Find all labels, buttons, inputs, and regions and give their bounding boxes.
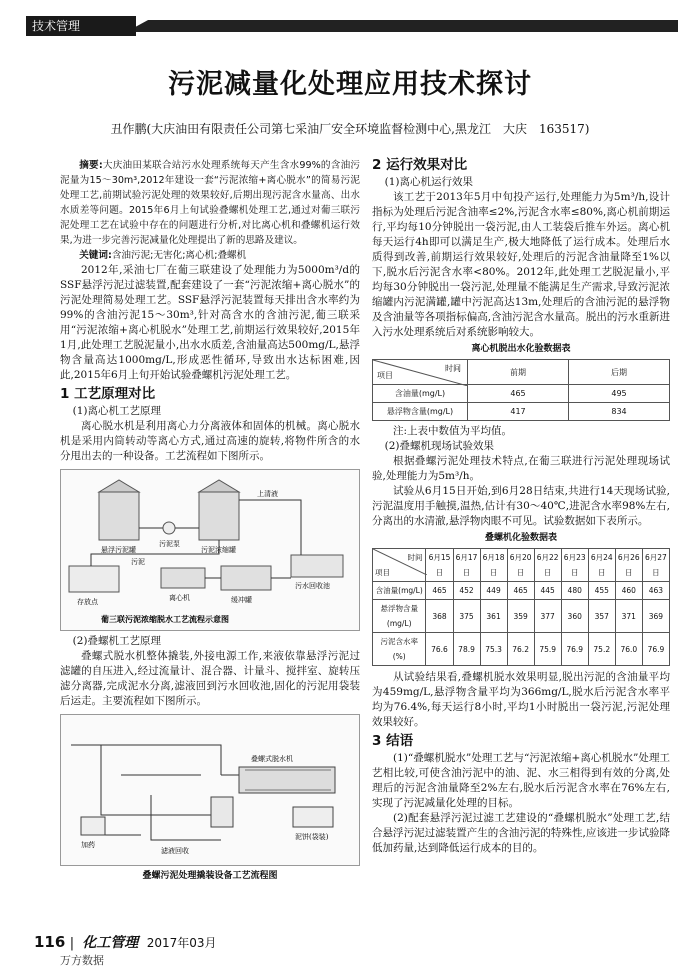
fig1-caption: 葡三联污泥浓缩脱水工艺流程示意图 [101,614,229,624]
subsection-1-2: (2)叠螺机工艺原理 [72,635,161,647]
fig1-label-storage: 存放点 [77,598,98,606]
table-cell: 375 [453,600,480,633]
table-cell: 377 [534,600,561,633]
table2-head-item: 项目 [375,568,390,577]
table-cell: 76.2 [507,633,534,666]
fig1-label-tank1: 悬浮污泥罐 [101,546,136,554]
table2-date: 6月20日 [507,549,534,582]
table-cell: 460 [615,582,642,600]
table1-diag-header [373,360,468,385]
article-title: 污泥减量化处理应用技术探讨 [168,69,532,100]
table2-title: 叠螺机化验数据表 [484,533,557,543]
author-line: 丑作鹏(大庆油田有限责任公司第七采油厂安全环境监督检测中心,黑龙江 大庆 163517) [110,122,590,136]
table-row [373,582,670,600]
section-2-heading: 2 运行效果对比 [372,157,468,173]
intro-paragraph: 2012年,采油七厂在葡三联建设了处理能力为5000m³/d的SSF悬浮污泥过滤装置,配套建设了一套“污泥浓缩+离心脱水”的污泥处理简易处理工艺。SSF悬浮污泥装置每天排出含水率约为99%的含油污泥15～30m³,针对高含水的含油污泥,葡三联采用“污泥浓缩+离心机脱水”处理工艺,前期运行效果较好,2015年1月,此处理工艺脱泥量小,出水水质差,含油量高达500mg/L,悬浮物含量高达1000mg/L,形成恶性循环,导致出水达标困难,因此,2015年6月上旬开始试验叠螺机污泥处理工艺。 [60,264,360,381]
table1-r1-name: 悬浮物含量(mg/L) [373,403,468,421]
fig1-label-pump: 污泥泵 [159,540,180,548]
table-row [373,600,670,633]
centrifuge-flow-diagram [61,470,359,630]
buffer-tank [221,566,271,590]
mixing-tank [211,797,233,827]
subsection-2-1: (1)离心机运行效果 [384,176,473,188]
table2-date: 6月18日 [480,549,507,582]
section-banner [26,16,678,36]
fig2-caption: 叠螺污泥处理撬装设备工艺流程图 [142,871,278,881]
screw-press [239,767,335,793]
section-3-heading: 3 结语 [372,733,414,749]
tank-thickener [199,480,239,540]
cake-bag [293,807,333,827]
table-cell: 75.3 [480,633,507,666]
table-row [373,385,670,403]
table-cell: 75.9 [534,633,561,666]
table-cell: 445 [534,582,561,600]
screw-test-intro: 根据叠螺污泥处理技术特点,在葡三联进行污泥处理现场试验,处理能力为5m³/h。 [372,455,670,482]
table-cell: 359 [507,600,534,633]
table2-date: 6月27日 [642,549,669,582]
table1-r0-v2: 495 [569,385,670,403]
fig1-label-dirty: 污泥 [131,558,145,566]
table2-date: 6月23日 [561,549,588,582]
abstract [60,158,360,248]
table2-date: 6月15日 [426,549,453,582]
conclusion-1: (1)“叠螺机脱水”处理工艺与“污泥浓缩+离心机脱水”处理工艺相比较,可使含油污泥中的油、泥、水三相得到有效的分离,处理后的污泥含油量降至2%左右,脱水后污泥含水率在76%左右,实现了污泥减量化处理的目标。 [372,752,670,809]
issue-date: 2017年03月 [146,936,217,950]
fig1-label-tank2: 污泥浓缩罐 [201,546,236,554]
table-cell: 455 [588,582,615,600]
subsection-1-1: (1)离心机工艺原理 [72,405,161,417]
footer-sep: | [69,936,79,951]
abstract-text: 大庆油田某联合站污水处理系统每天产生含水99%的含油污泥量为15～30m³,2012年建设一套“污泥浓缩+离心脱水”的简易污泥处理工艺,前期试验污泥处理的效果较好,后期出现污泥含水量高、出水水质差等问题。2015年6月上旬试验叠螺机处理工艺,通过对葡三联污泥处理工艺在试验中存在的问题进行分析,对比离心机和叠螺机运行效果,为进一步完善污泥减量化处理提出了新的思路及建议。 [60,160,360,246]
table-row [373,403,670,421]
table1-title: 离心机脱出水化验数据表 [471,344,571,354]
table1-r0-name: 含油量(mg/L) [373,385,468,403]
table1-col1: 前期 [468,360,569,385]
table2-date: 6月24日 [588,549,615,582]
fig2-label-chem: 加药 [81,841,95,849]
table-cell: 76.0 [615,633,642,666]
pump-icon [163,522,175,534]
table1-r1-v2: 834 [569,403,670,421]
fig2-label-return: 滤液回收 [161,847,189,855]
watermark: 万方数据 [60,954,104,967]
fig1-label-clear: 上清液 [257,490,278,498]
tank-suspended [99,480,139,540]
collection-pit [291,555,343,577]
table-cell: 357 [588,600,615,633]
centrifuge-unit [161,568,205,588]
table1-note: 注:上表中数值为平均值。 [393,425,513,437]
centrifuge-principle: 离心脱水机是利用离心力分离液体和固体的机械。离心脱水机是采用内筒转动等离心方式,通过高速的旋转,将物件所含的水分甩出去的一种设备。工艺流程如下图所示。 [60,420,360,462]
table-cell: 368 [426,600,453,633]
table1-r1-v1: 417 [468,403,569,421]
table-cell: 452 [453,582,480,600]
table-cell: 78.9 [453,633,480,666]
keywords-text: 含油污泥;无害化;离心机;叠螺机 [111,250,247,261]
table-cell: 361 [480,600,507,633]
keywords [60,248,360,263]
table-cell: 465 [507,582,534,600]
right-column [372,158,670,856]
centrifuge-results: 该工艺于2013年5月中旬投产运行,处理能力为5m³/h,设计指标为处理后污泥含油率≤2%,污泥含水率≤80%,离心机前期运行,平均每10分钟脱出一袋污泥,由人工装袋后推车外运。离心机每天运行4h即可以满足生产,极大地降低了运行成本。处理后水质得到改善,前期运行效果较好,处理后的污泥含油量降至1%以下,脱水后污泥含水率<80%。2012年,此处理工艺脱泥量小,平均每30分钟脱出一袋污泥,处理量不能满足生产需求,导致污泥浓缩罐内污泥满罐,罐中污泥高达13m,处理后的含油污泥的悬浮物及含油量等各项指标偏高,含油污泥含水量高。脱出的污水重新进入污水处理系统后对系统影响较大。 [372,191,670,338]
page-number: 116 [34,933,66,951]
figure-screw-flow [60,714,360,866]
chem-tank [81,817,105,835]
table1-col2: 后期 [569,360,670,385]
table1-head-item: 项目 [377,371,393,380]
section-tag: 技术管理 [26,16,136,36]
table-cell: 463 [642,582,669,600]
abstract-label: 摘要: [79,160,103,171]
fig1-label-collect: 污水回收池 [295,582,330,590]
table-centrifuge [372,359,670,421]
storage-point [69,566,119,592]
left-column [60,158,360,888]
table2-diag-header [373,549,426,582]
screw-test-summary: 从试验结果看,叠螺机脱水效果明显,脱出污泥的含油量平均为459mg/L,悬浮物含量平均为366mg/L,脱水后污泥含水率平均为76.4%,每天运行8小时,平均1小时脱出一袋污泥,污泥处理效果较好。 [372,671,670,728]
table-cell: 465 [426,582,453,600]
table-row [373,633,670,666]
banner-bar [126,20,678,32]
screw-flow-diagram [61,715,359,865]
table-cell: 480 [561,582,588,600]
table-cell: 360 [561,600,588,633]
table1-r0-v1: 465 [468,385,569,403]
table2-date: 6月26日 [615,549,642,582]
table-cell: 75.2 [588,633,615,666]
table-cell: 449 [480,582,507,600]
fig1-label-centrifuge: 离心机 [169,594,190,602]
screw-principle: 叠螺式脱水机整体撬装,外接电源工作,来液依靠悬浮污泥过滤罐的自压进入,经过流量计、混合器、计量斗、搅拌室、旋转压滤分离器,完成泥水分离,滤液回到污水回收池,固化的污泥用袋装后运走。主要流程如下图所示。 [60,650,360,707]
table2-r0-name: 含油量(mg/L) [373,582,426,600]
table2-date: 6月22日 [534,549,561,582]
journal-name: 化工管理 [82,935,139,951]
screw-test-detail: 试验从6月15日开始,到6月28日结束,共进行14天现场试验,污泥温度用手触摸,温热,估计有30～40℃,进泥含水率98%左右,分离出的水清澈,悬浮物肉眼不可见。试验数据如下表所示。 [372,485,670,527]
table-screw [372,548,670,666]
subsection-2-2: (2)叠螺机现场试验效果 [384,440,494,452]
table-cell: 76.9 [561,633,588,666]
table-cell: 369 [642,600,669,633]
table2-r2-name: 污泥含水率(%) [373,633,426,666]
table2-date: 6月17日 [453,549,480,582]
table1-head-time: 时间 [445,364,462,373]
page-footer [34,932,217,952]
figure-centrifuge-flow [60,469,360,631]
section-1-heading: 1 工艺原理对比 [60,386,156,402]
fig1-label-buffer: 缓冲罐 [231,596,252,604]
table-cell: 371 [615,600,642,633]
table-cell: 76.6 [426,633,453,666]
table2-head-time: 时间 [407,553,423,562]
table-cell: 76.9 [642,633,669,666]
table2-r1-name: 悬浮物含量(mg/L) [373,600,426,633]
fig2-label-screw: 叠螺式脱水机 [251,755,293,763]
conclusion-2: (2)配套悬浮污泥过滤工艺建设的“叠螺机脱水”处理工艺,结合悬浮污泥过滤装置产生的含油污泥的特殊性,应该进一步试验降低加药量,达到降低运行成本的目的。 [372,812,670,854]
keywords-label: 关键词: [79,250,112,261]
fig2-label-bag: 泥饼(袋装) [295,833,329,841]
